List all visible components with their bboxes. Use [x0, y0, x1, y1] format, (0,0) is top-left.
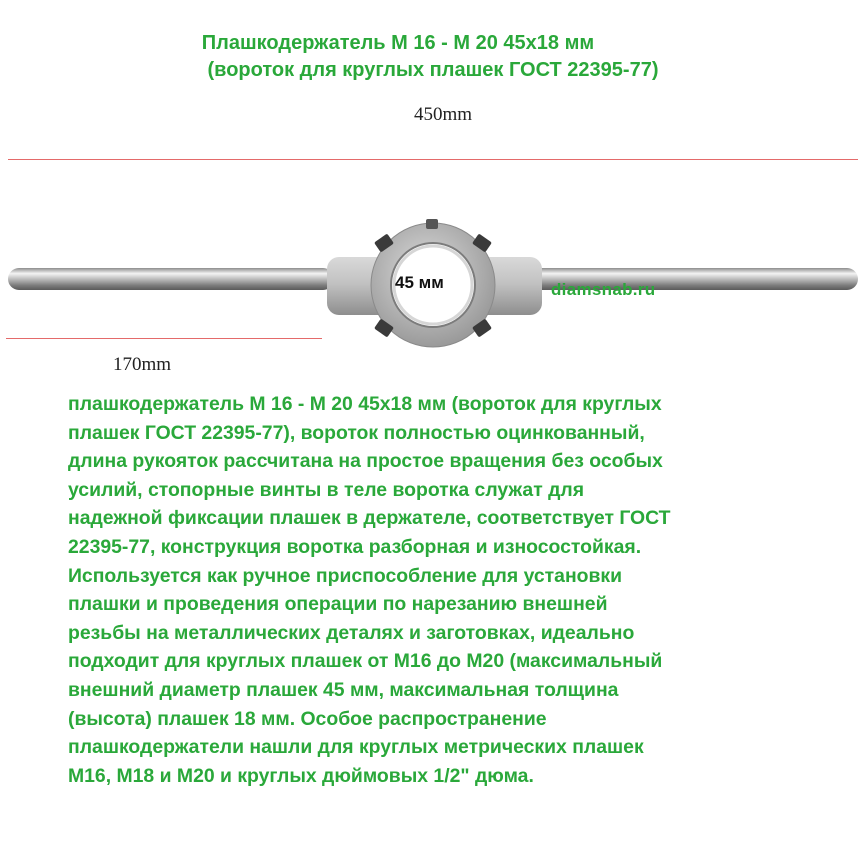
product-title [0, 30, 866, 84]
description-line: М16, М18 и М20 и круглых дюймовых 1/2" дюма. [68, 764, 534, 787]
description-line: 22395-77, конструкция воротка разборная и износостойкая. [68, 535, 642, 558]
description-line: плашкодержатель М 16 - М 20 45х18 мм (вороток для круглых [68, 393, 662, 415]
description-line: плашки и проведения операции по нарезанию внешней [68, 593, 608, 616]
title-line-2: (вороток для круглых плашек ГОСТ 22395-77) [207, 59, 659, 81]
left-handle-rod [8, 268, 334, 290]
total-length-dimension-line [8, 159, 858, 160]
product-description [68, 390, 848, 790]
description-line: резьбы на металлических деталях и заготовках, идеально [68, 621, 635, 644]
description-line: Используется как ручное приспособление для установки [68, 564, 623, 587]
inner-diameter-label: 45 мм [395, 273, 444, 292]
description-line: усилий, стопорные винты в теле воротка служат для [68, 478, 585, 501]
title-line-1: Плашкодержатель М 16 - М 20 45х18 мм [201, 32, 595, 54]
watermark: diamsnab.ru [551, 280, 656, 299]
description-line: плашек ГОСТ 22395-77), вороток полностью оцинкованный, [68, 421, 645, 444]
description-line: внешний диаметр плашек 45 мм, максимальная толщина [68, 678, 619, 701]
description-line: плашкодержатели нашли для круглых метрических плашек [68, 736, 644, 759]
description-line: (высота) плашек 18 мм. Особое распространение [68, 707, 547, 730]
handle-length-label: 170mm [113, 354, 172, 375]
description-line: надежной фиксации плашек в держателе, соответствует ГОСТ [68, 507, 671, 530]
total-length-label: 450mm [414, 104, 473, 125]
die-holder-image [0, 180, 866, 360]
description-line: длина рукояток рассчитана на простое вращения без особых [68, 450, 663, 473]
description-line: подходит для круглых плашек от М16 до М20 (максимальный [68, 650, 663, 673]
handle-length-dimension-line [6, 338, 322, 339]
